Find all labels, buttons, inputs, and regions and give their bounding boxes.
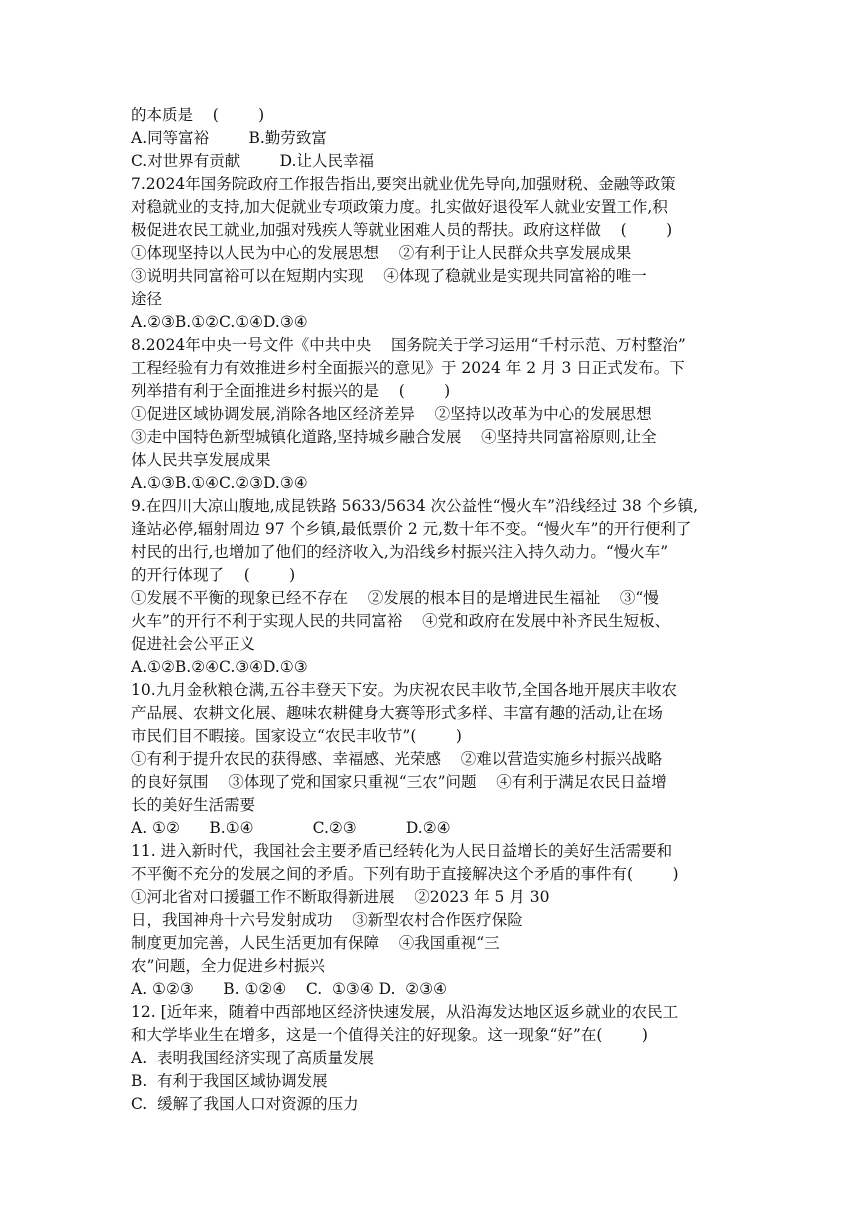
text-line: 11. 进入新时代，我国社会主要矛盾已经转化为人民日益增长的美好生活需要和 [131, 842, 673, 860]
text-line: A.①②B.②④C.③④D.①③ [131, 658, 308, 676]
text-line: ①有利于提升农民的获得感、幸福感、光荣感 ②难以营造实施乡村振兴战略 [131, 750, 663, 768]
text-line: C. 缓解了我国人口对资源的压力 [131, 1095, 359, 1113]
text-line: 的开行体现了 ( ) [131, 566, 296, 584]
text-line: A.同等富裕 B.勤劳致富 [131, 129, 327, 147]
text-line: 逢站必停,辐射周边 97 个乡镇,最低票价 2 元,数十年不变。“慢火车”的开行便利了 [131, 520, 692, 538]
text-line: 火车”的开行不利于实现人民的共同富裕 ④党和政府在发展中补齐民生短板、 [131, 612, 671, 630]
text-line: 长的美好生活需要 [131, 796, 256, 814]
text-line: A.①③B.①④C.②③D.③④ [131, 474, 308, 492]
text-line: 市民们目不暇接。国家设立“农民丰收节”( ) [131, 727, 462, 745]
text-line: A. 表明我国经济实现了高质量发展 [131, 1049, 374, 1067]
text-line: 农”问题，全力促进乡村振兴 [131, 957, 325, 975]
text-line: 9.在四川大凉山腹地,成昆铁路 5633/5634 次公益性“慢火车”沿线经过 38 个乡镇, [131, 497, 699, 515]
text-line: ①发展不平衡的现象已经不存在 ②发展的根本目的是增进民生福祉 ③“慢 [131, 589, 659, 607]
text-line: ①促进区域协调发展,消除各地区经济差异 ②坚持以改革为中心的发展思想 [131, 405, 652, 423]
document-page [131, 104, 731, 1116]
text-line: 12. [近年来，随着中西部地区经济快速发展，从沿海发达地区返乡就业的农民工 [131, 1003, 679, 1021]
text-line: 的本质是 ( ) [131, 106, 265, 124]
text-line: 8.2024年中央一号文件《中共中央 国务院关于学习运用“千村示范、万村整治” [131, 336, 686, 354]
text-line: A.②③B.①②C.①④D.③④ [131, 313, 308, 331]
text-line: 7.2024年国务院政府工作报告指出,要突出就业优先导向,加强财税、金融等政策 [131, 175, 676, 193]
text-line: 列举措有利于全面推进乡村振兴的是 ( ) [131, 382, 451, 400]
text-line: 产品展、农耕文化展、趣味农耕健身大赛等形式多样、丰富有趣的活动,让在场 [131, 704, 663, 722]
text-line: 的良好氛围 ③体现了党和国家只重视“三农”问题 ④有利于满足农民日益增 [131, 773, 667, 791]
text-line: B. 有利于我国区域协调发展 [131, 1072, 328, 1090]
text-line: 日，我国神舟十六号发射成功 ③新型农村合作医疗保险 [131, 911, 523, 929]
text-line: ①河北省对口援疆工作不断取得新进展 ②2023 年 5 月 30 [131, 888, 550, 906]
text-line: 促进社会公平正义 [131, 635, 256, 653]
text-line: A. ①②③ B. ①②④ C. ①③④ D. ②③④ [131, 980, 447, 998]
text-line: ①体现坚持以人民为中心的发展思想 ②有利于让人民群众共享发展成果 [131, 244, 632, 262]
text-line: 不平衡不充分的发展之间的矛盾。下列有助于直接解决这个矛盾的事件有( ) [131, 865, 679, 883]
text-line: 工程经验有力有效推进乡村全面振兴的意见》于 2024 年 2 月 3 日正式发布。下 [131, 359, 685, 377]
text-line: A. ①② B.①④ C.②③ D.②④ [131, 819, 451, 837]
text-line: ③说明共同富裕可以在短期内实现 ④体现了稳就业是实现共同富裕的唯一 [131, 267, 647, 285]
text-line: 和大学毕业生在增多，这是一个值得关注的好现象。这一现象“好”在( ) [131, 1026, 648, 1044]
text-line: 途径 [131, 290, 163, 308]
text-line: 对稳就业的支持,加大促就业专项政策力度。扎实做好退役军人就业安置工作,积 [131, 198, 668, 216]
text-line: C.对世界有贡献 D.让人民幸福 [131, 152, 374, 170]
text-line: 10.九月金秋粮仓满,五谷丰登天下安。为庆祝农民丰收节,全国各地开展庆丰收农 [131, 681, 678, 699]
text-line: ③走中国特色新型城镇化道路,坚持城乡融合发展 ④坚持共同富裕原则,让全 [131, 428, 657, 446]
text-line: 村民的出行,也增加了他们的经济收入,为沿线乡村振兴注入持久动力。“慢火车” [131, 543, 669, 561]
text-line: 制度更加完善，人民生活更加有保障 ④我国重视“三 [131, 934, 500, 952]
text-line: 体人民共享发展成果 [131, 451, 271, 469]
text-line: 极促进农民工就业,加强对残疾人等就业困难人员的帮扶。政府这样做 ( ) [131, 221, 673, 239]
